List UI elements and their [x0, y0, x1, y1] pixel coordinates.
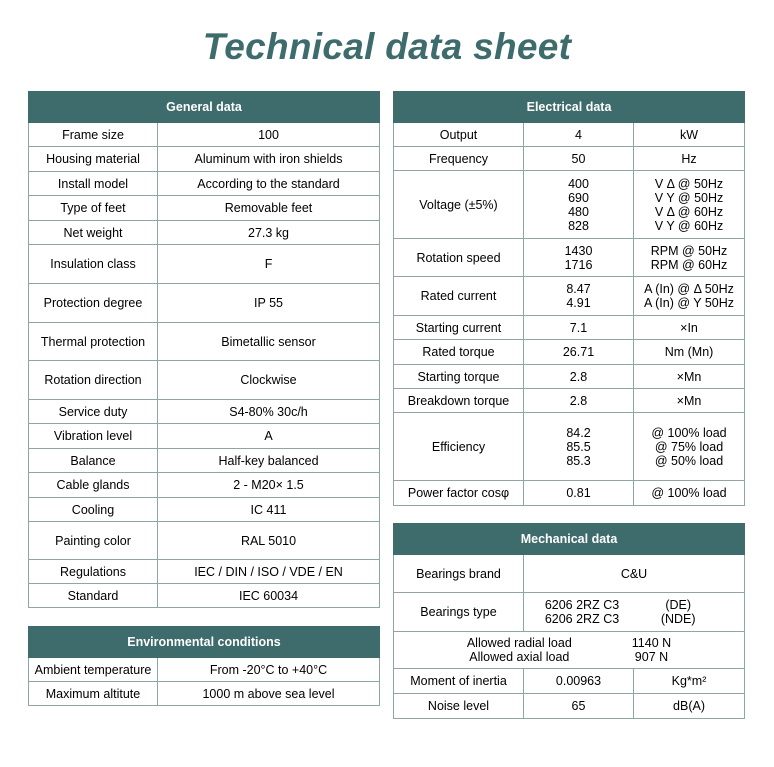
table-row [29, 658, 380, 682]
row-label: Moment of inertia [394, 669, 524, 694]
table-row [394, 481, 745, 506]
row-unit: Hz [634, 147, 745, 171]
row-unit: @ 100% load @ 75% load @ 50% load [634, 413, 745, 481]
table-row [394, 123, 745, 147]
row-value: RAL 5010 [158, 522, 380, 560]
row-label: Breakdown torque [394, 389, 524, 413]
row-value: Aluminum with iron shields [158, 147, 380, 172]
row-value: F [158, 245, 380, 284]
row-label: Type of feet [29, 196, 158, 221]
table-row [29, 323, 380, 361]
row-label: Bearings type [394, 593, 524, 632]
table-row [29, 400, 380, 424]
row-value: 400 690 480 828 [524, 171, 634, 239]
row-label: Frequency [394, 147, 524, 171]
row-label: Rated current [394, 277, 524, 316]
table-row [29, 449, 380, 473]
table-row [29, 221, 380, 245]
row-label: Ambient temperature [29, 658, 158, 682]
environmental-header: Environmental conditions [29, 627, 380, 658]
table-row [394, 593, 745, 632]
row-label: Starting current [394, 316, 524, 340]
row-label: Vibration level [29, 424, 158, 449]
row-value: 65 [524, 694, 634, 719]
row-unit: kW [634, 123, 745, 147]
table-row [394, 389, 745, 413]
row-label: Noise level [394, 694, 524, 719]
row-label: Output [394, 123, 524, 147]
row-label: Rotation direction [29, 361, 158, 400]
row-value: Clockwise [158, 361, 380, 400]
row-unit: Kg*m² [634, 669, 745, 694]
mechanical-data-header: Mechanical data [394, 524, 745, 555]
row-value: IC 411 [158, 498, 380, 522]
general-data-header: General data [29, 92, 380, 123]
general-data-table [28, 91, 380, 608]
row-label: Power factor cosφ [394, 481, 524, 506]
row-label: Regulations [29, 560, 158, 584]
electrical-data-header: Electrical data [394, 92, 745, 123]
table-row [29, 424, 380, 449]
row-label: Painting color [29, 522, 158, 560]
row-value: 1430 1716 [524, 239, 634, 277]
table-row [394, 365, 745, 389]
row-label: Thermal protection [29, 323, 158, 361]
table-row [394, 413, 745, 481]
row-label: Rated torque [394, 340, 524, 365]
row-label: Protection degree [29, 284, 158, 323]
row-value: Allowed radial load Allowed axial load 1140 N 907 N [394, 632, 745, 669]
row-value: 2.8 [524, 389, 634, 413]
row-value: 27.3 kg [158, 221, 380, 245]
row-unit: Nm (Mn) [634, 340, 745, 365]
row-value: IEC / DIN / ISO / VDE / EN [158, 560, 380, 584]
row-value: 84.2 85.5 85.3 [524, 413, 634, 481]
row-label: Maximum altitute [29, 682, 158, 706]
table-row [29, 361, 380, 400]
table-row [29, 560, 380, 584]
row-value: According to the standard [158, 172, 380, 196]
row-label: Insulation class [29, 245, 158, 284]
row-value: Half-key balanced [158, 449, 380, 473]
row-value: 2 - M20× 1.5 [158, 473, 380, 498]
row-value: 1000 m above sea level [158, 682, 380, 706]
table-row [29, 196, 380, 221]
row-unit: ×In [634, 316, 745, 340]
row-label: Install model [29, 172, 158, 196]
row-value: 7.1 [524, 316, 634, 340]
page-title: Technical data sheet [202, 26, 572, 67]
mechanical-data-table [393, 523, 745, 719]
table-row [394, 239, 745, 277]
row-label: Starting torque [394, 365, 524, 389]
environmental-table [28, 626, 380, 706]
row-value: Removable feet [158, 196, 380, 221]
row-unit: A (In) @ Δ 50Hz A (In) @ Y 50Hz [634, 277, 745, 316]
table-row [394, 277, 745, 316]
table-row [394, 340, 745, 365]
row-label: Service duty [29, 400, 158, 424]
table-row [29, 245, 380, 284]
row-unit: @ 100% load [634, 481, 745, 506]
row-label: Standard [29, 584, 158, 608]
row-value: S4-80% 30c/h [158, 400, 380, 424]
row-value: 8.47 4.91 [524, 277, 634, 316]
row-label: Rotation speed [394, 239, 524, 277]
row-value: 6206 2RZ C3 6206 2RZ C3 (DE) (NDE) [524, 593, 745, 632]
row-value: 4 [524, 123, 634, 147]
row-label: Balance [29, 449, 158, 473]
table-row [29, 682, 380, 706]
table-row [394, 316, 745, 340]
row-value: 0.00963 [524, 669, 634, 694]
row-unit: ×Mn [634, 365, 745, 389]
table-row [394, 555, 745, 593]
row-label: Cooling [29, 498, 158, 522]
row-value: A [158, 424, 380, 449]
table-row [394, 694, 745, 719]
table-row [394, 632, 745, 669]
table-row [29, 498, 380, 522]
row-value: IEC 60034 [158, 584, 380, 608]
table-row [394, 171, 745, 239]
row-value: 50 [524, 147, 634, 171]
table-row [394, 669, 745, 694]
row-label: Bearings brand [394, 555, 524, 593]
row-unit: ×Mn [634, 389, 745, 413]
row-value: From -20°C to +40°C [158, 658, 380, 682]
table-row [394, 147, 745, 171]
table-row [29, 147, 380, 172]
row-label: Frame size [29, 123, 158, 147]
table-row [29, 172, 380, 196]
row-label: Cable glands [29, 473, 158, 498]
table-row [29, 522, 380, 560]
row-unit: V Δ @ 50Hz V Y @ 50Hz V Δ @ 60Hz V Y @ 60Hz [634, 171, 745, 239]
table-row [29, 473, 380, 498]
row-value: 0.81 [524, 481, 634, 506]
row-value: 100 [158, 123, 380, 147]
table-row [29, 284, 380, 323]
row-value: IP 55 [158, 284, 380, 323]
table-row [29, 123, 380, 147]
row-label: Housing material [29, 147, 158, 172]
row-value: 26.71 [524, 340, 634, 365]
row-unit: dB(A) [634, 694, 745, 719]
row-label: Voltage (±5%) [394, 171, 524, 239]
row-value: Bimetallic sensor [158, 323, 380, 361]
row-label: Efficiency [394, 413, 524, 481]
table-row [29, 584, 380, 608]
row-value: C&U [524, 555, 745, 593]
electrical-data-table [393, 91, 745, 506]
row-unit: RPM @ 50Hz RPM @ 60Hz [634, 239, 745, 277]
row-label: Net weight [29, 221, 158, 245]
row-value: 2.8 [524, 365, 634, 389]
